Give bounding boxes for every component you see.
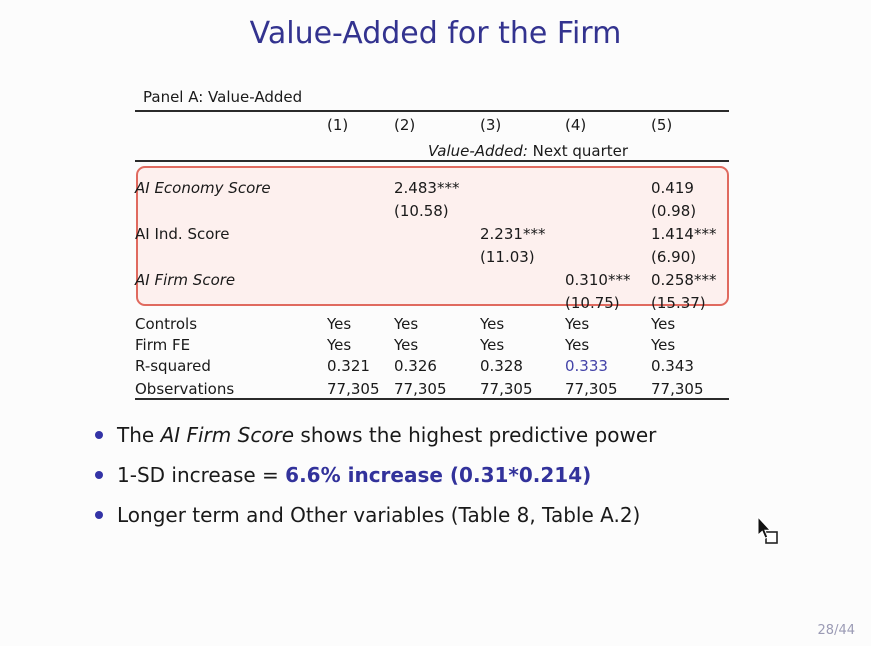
table-cell: 1.414*** bbox=[651, 225, 717, 243]
table-cell: 0.419 bbox=[651, 179, 694, 197]
table-row bbox=[135, 375, 729, 399]
bullet-icon bbox=[95, 511, 103, 519]
table-cell bbox=[565, 220, 651, 243]
bullet-text-pre: 1-SD increase = bbox=[117, 463, 286, 487]
column-header: (5) bbox=[651, 111, 729, 134]
table-cell: (10.75) bbox=[565, 294, 620, 312]
table-cell: (0.98) bbox=[651, 202, 697, 220]
table-row bbox=[135, 333, 729, 354]
table-cell bbox=[565, 197, 651, 220]
column-header: (1) bbox=[327, 111, 394, 134]
table-cell bbox=[480, 161, 565, 197]
table-cell: 77,305 bbox=[651, 375, 729, 399]
table-cell bbox=[327, 220, 394, 243]
table-cell: Yes bbox=[480, 315, 505, 333]
row-label: AI Ind. Score bbox=[135, 225, 230, 243]
table-cell: Yes bbox=[565, 336, 590, 354]
table-cell bbox=[327, 289, 394, 312]
table-cell: 2.231*** bbox=[480, 225, 546, 243]
table-cell: 0.326 bbox=[394, 357, 437, 375]
page-number: 28/44 bbox=[817, 623, 855, 638]
bullet-text bbox=[117, 460, 591, 490]
row-label: Firm FE bbox=[135, 336, 191, 354]
table-cell: Yes bbox=[394, 336, 419, 354]
table-cell: 77,305 bbox=[327, 375, 394, 399]
table-cell: 0.328 bbox=[480, 357, 523, 375]
dependent-variable-row bbox=[135, 134, 729, 161]
table-cell: (6.90) bbox=[651, 248, 697, 266]
table-cell bbox=[394, 220, 480, 243]
slide-title: Value-Added for the Firm bbox=[249, 16, 622, 51]
table-cell: (10.58) bbox=[394, 202, 449, 220]
table-cell bbox=[480, 289, 565, 312]
table-cell: 0.343 bbox=[651, 357, 694, 375]
depvar-horizon: Next quarter bbox=[532, 142, 629, 160]
mouse-cursor-icon bbox=[750, 512, 780, 546]
table-cell bbox=[565, 243, 651, 266]
table-cell: 0.258*** bbox=[651, 271, 717, 289]
list-item bbox=[95, 460, 795, 490]
bullet-text-post: shows the highest predictive power bbox=[294, 423, 657, 447]
table-cell: Yes bbox=[327, 336, 352, 354]
table-cell bbox=[480, 266, 565, 289]
row-label: AI Economy Score bbox=[135, 179, 271, 197]
bullet-text-pre: The bbox=[117, 423, 161, 447]
column-header: (3) bbox=[480, 111, 565, 134]
table-row bbox=[135, 266, 729, 289]
table-cell: Yes bbox=[565, 315, 590, 333]
regression-table-grid bbox=[135, 110, 729, 400]
table-cell bbox=[327, 197, 394, 220]
row-label bbox=[135, 243, 327, 266]
table-cell bbox=[327, 161, 394, 197]
table-cell: (15.37) bbox=[651, 294, 706, 312]
table-cell: Yes bbox=[651, 315, 676, 333]
table-cell: Yes bbox=[480, 336, 505, 354]
row-label: Controls bbox=[135, 315, 198, 333]
table-cell: 2.483*** bbox=[394, 179, 460, 197]
table-cell: 77,305 bbox=[480, 375, 565, 399]
bullet-text-emphasis: AI Firm Score bbox=[160, 423, 295, 447]
table-cell: 77,305 bbox=[394, 375, 480, 399]
panel-label: Panel A: Value-Added bbox=[143, 88, 303, 106]
table-row bbox=[135, 289, 729, 312]
dependent-variable-label bbox=[327, 134, 729, 161]
table-cell: 77,305 bbox=[565, 375, 651, 399]
table-cell bbox=[565, 161, 651, 197]
table-row bbox=[135, 243, 729, 266]
bullet-text-highlight: 6.6% increase (0.31*0.214) bbox=[285, 463, 592, 487]
table-row bbox=[135, 354, 729, 375]
row-label: AI Firm Score bbox=[135, 271, 236, 289]
table-cell bbox=[394, 266, 480, 289]
table-row bbox=[135, 220, 729, 243]
column-header-row bbox=[135, 111, 729, 134]
regression-table bbox=[135, 88, 729, 400]
table-row bbox=[135, 197, 729, 220]
row-label: Observations bbox=[135, 375, 327, 399]
depvar-spacer bbox=[135, 134, 327, 161]
table-cell bbox=[480, 197, 565, 220]
table-cell bbox=[394, 289, 480, 312]
table-cell: (11.03) bbox=[480, 248, 535, 266]
list-item bbox=[95, 420, 795, 450]
row-label: R-squared bbox=[135, 357, 211, 375]
bullet-list bbox=[95, 420, 795, 540]
row-label bbox=[135, 197, 327, 220]
table-cell: 0.310*** bbox=[565, 271, 631, 289]
table-cell: Yes bbox=[394, 315, 419, 333]
table-cell: 0.321 bbox=[327, 357, 370, 375]
table-row bbox=[135, 161, 729, 197]
table-cell bbox=[327, 266, 394, 289]
header-spacer bbox=[135, 111, 327, 134]
list-item bbox=[95, 500, 795, 530]
table-cell: Yes bbox=[327, 315, 352, 333]
column-header: (4) bbox=[565, 111, 651, 134]
table-cell bbox=[327, 243, 394, 266]
depvar-name: Value-Added: bbox=[427, 142, 528, 160]
bullet-text: Longer term and Other variables (Table 8, Table A.2) bbox=[117, 503, 641, 527]
table-cell bbox=[394, 243, 480, 266]
table-row bbox=[135, 312, 729, 333]
row-label bbox=[135, 289, 327, 312]
bullet-icon bbox=[95, 431, 103, 439]
column-header: (2) bbox=[394, 111, 480, 134]
bullet-icon bbox=[95, 471, 103, 479]
table-cell: Yes bbox=[651, 336, 676, 354]
r-squared-highlight-cell: 0.333 bbox=[565, 357, 608, 375]
bullet-text bbox=[117, 420, 656, 450]
